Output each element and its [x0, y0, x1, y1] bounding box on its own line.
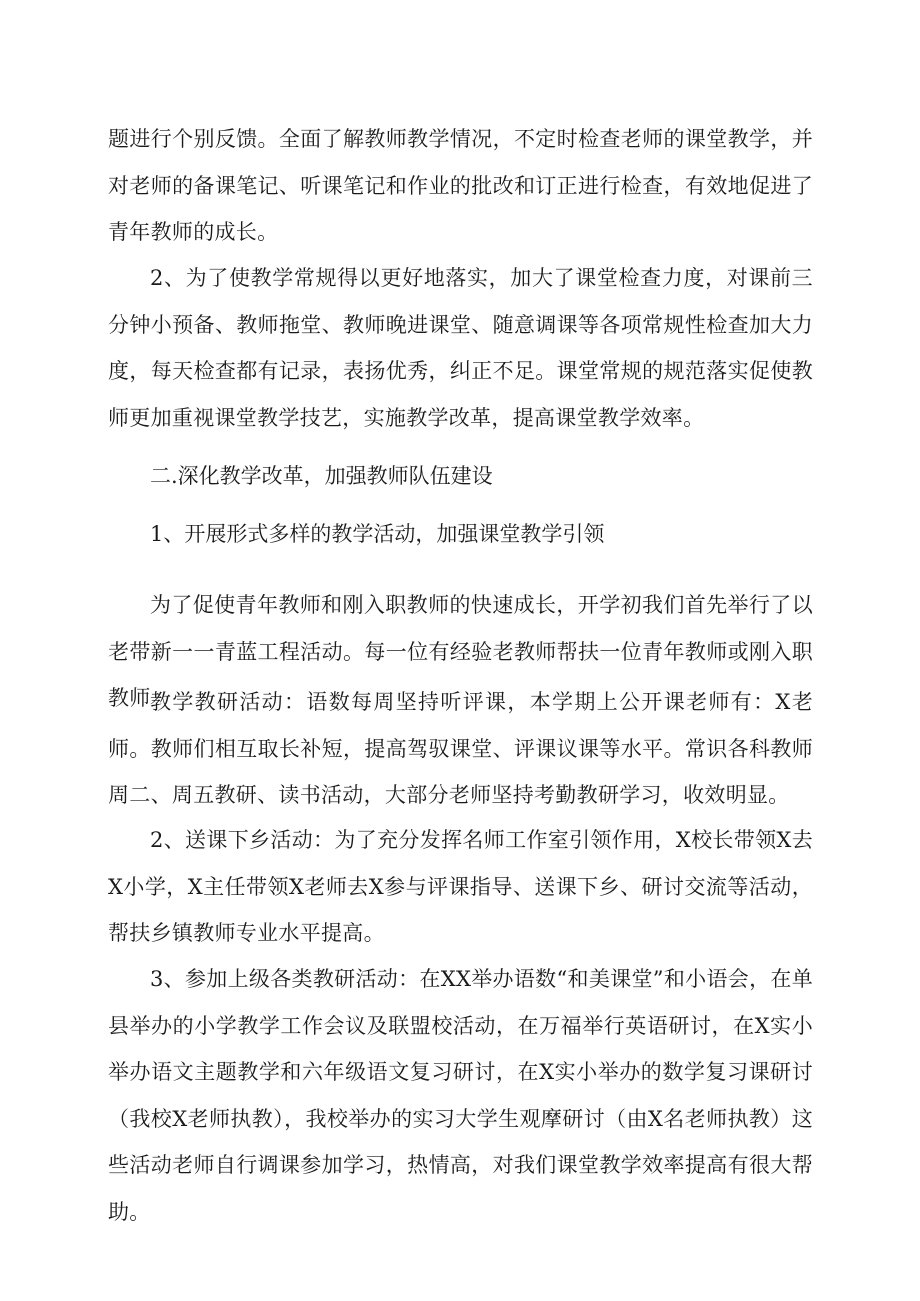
paragraph-rural-lessons: 2、送课下乡活动：为了充分发挥名师工作室引领作用，X校长带领X去X小学，X主任带领X老师去X参与评课指导、送课下乡、研讨交流等活动，帮扶乡镇教师专业水平提高。	[108, 828, 813, 945]
paragraph-mentoring-program: 为了促使青年教师和刚入职教师的快速成长，开学初我们首先举行了以老带新一一青蓝工程活动。每一位有经验老教师帮扶一位青年教师或刚入职教师	[108, 593, 813, 710]
paragraph-research-activities: 教学教研活动：语数每周坚持听评课，本学期上公开课老师有：X老师。教师们相互取长补短，提高驾驭课堂、评课议课等水平。常识各科教师周二、周五教研、读书活动，大部分老师坚持考勤教研学习，收效明显。	[108, 690, 813, 807]
paragraph-feedback-continuation: 题进行个别反馈。全面了解教师教学情况，不定时检查老师的课堂教学，并对老师的备课笔记、听课笔记和作业的批改和订正进行检查，有效地促进了青年教师的成长。	[108, 127, 813, 244]
section-heading-teaching-reform: 二.深化教学改革，加强教师队伍建设	[150, 464, 493, 488]
subheading-teaching-activities: 1、开展形式多样的教学活动，加强课堂教学引领	[150, 522, 605, 546]
paragraph-higher-level-research: 3、参加上级各类教研活动：在XX举办语数“和美课堂”和小语会，在单县举办的小学教学工作会议及联盟校活动，在万福举行英语研讨，在X实小举办语文主题教学和六年级语文复习研讨，在X实小举办的数学复习课研讨（我校X老师执教），我校举办的实习大学生观摩研讨（由X名老师执教）这些活动老师自行调课参加学习，热情高，对我们课堂教学效率提高有很大帮助。	[108, 967, 813, 1224]
paragraph-routine-inspection: 2、为了使教学常规得以更好地落实，加大了课堂检查力度，对课前三分钟小预备、教师拖堂、教师晚进课堂、随意调课等各项常规性检查加大力度，每天检查都有记录，表扬优秀，纠正不足。课堂常规的规范落实促使教师更加重视课堂教学技艺，实施教学改革，提高课堂教学效率。	[108, 266, 813, 430]
